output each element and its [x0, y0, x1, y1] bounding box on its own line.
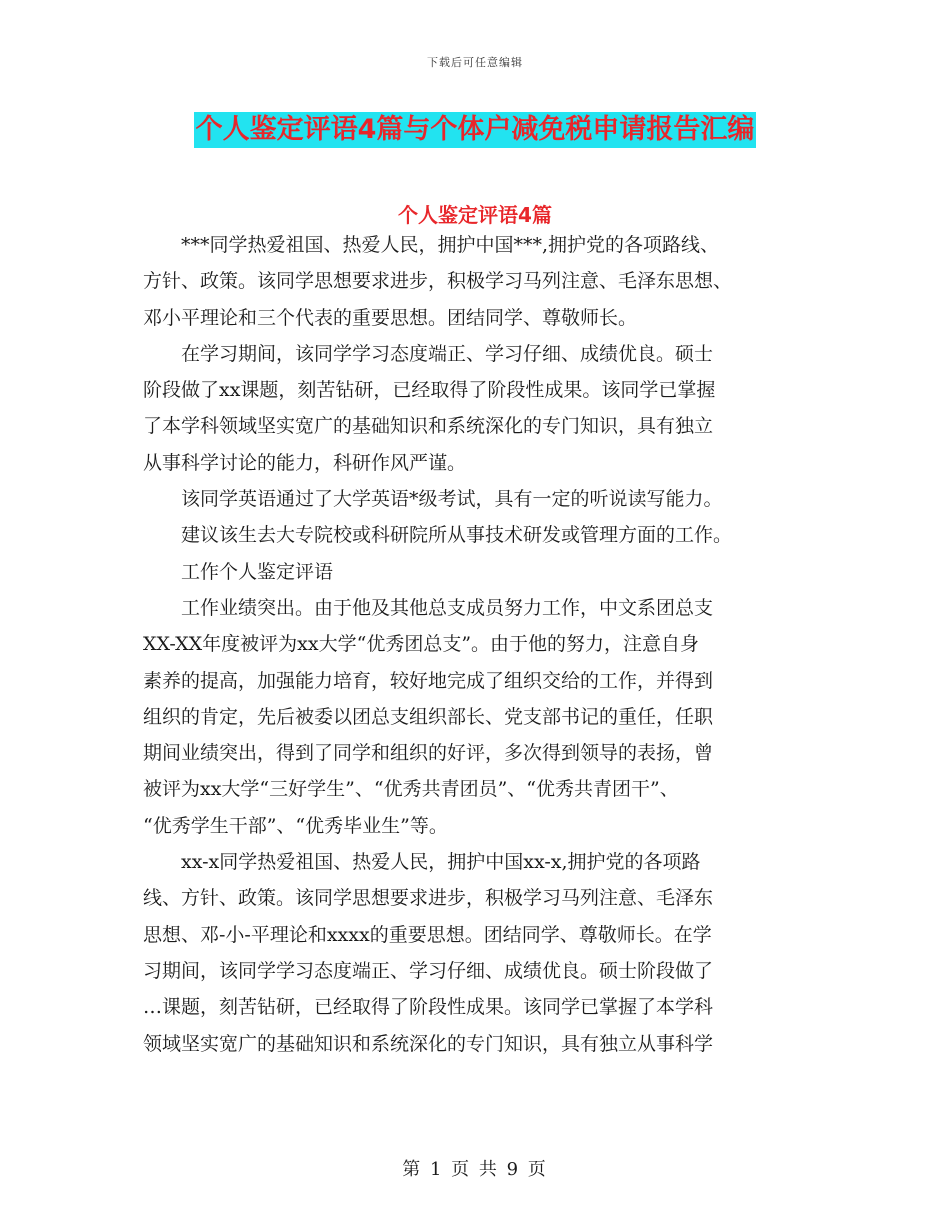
body-line: 思想、邓-小-平理论和xxxx的重要思想。团结同学、尊敬师长。在学 — [143, 923, 712, 946]
document-title-container — [0, 112, 950, 148]
body-line: 工作业绩突出。由于他及其他总支成员努力工作，中文系团总支 — [143, 596, 714, 619]
page-number-footer: 第 1 页 共 9 页 — [402, 1159, 548, 1180]
body-line: 建议该生去大专院校或科研院所从事技术研发或管理方面的工作。 — [143, 524, 733, 547]
document-body — [143, 227, 811, 1062]
body-line: 习期间，该同学学习态度端正、学习仔细、成绩优良。硕士阶段做了 — [143, 959, 714, 982]
body-line: 组织的肯定，先后被委以团总支组织部长、党支部书记的重任，任职 — [143, 705, 714, 728]
body-line: xx-x同学热爱祖国、热爱人民，拥护中国xx-x,拥护党的各项路 — [143, 851, 701, 874]
body-line: ***同学热爱祖国、热爱人民，拥护中国***,拥护党的各项路线、 — [143, 234, 720, 256]
body-line: 素养的提高，加强能力培育，较好地完成了组织交给的工作，并得到 — [143, 669, 714, 692]
body-line: 期间业绩突出，得到了同学和组织的好评，多次得到领导的表扬，曾 — [143, 742, 714, 765]
body-line: 该同学英语通过了大学英语*级考试，具有一定的听说读写能力。 — [143, 488, 723, 511]
body-line: “优秀学生干部”、“优秀毕业生”等。 — [143, 814, 448, 837]
body-line: …课题，刻苦钻研，已经取得了阶段性成果。该同学已掌握了本学科 — [143, 996, 714, 1019]
body-line: 阶段做了xx课题，刻苦钻研，已经取得了阶段性成果。该同学已掌握 — [143, 379, 716, 402]
section-title: 个人鉴定评语4篇 — [398, 203, 552, 227]
body-line: 邓小平理论和三个代表的重要思想。团结同学、尊敬师长。 — [143, 306, 638, 329]
body-line: XX-XX年度被评为xx大学“优秀团总支”。由于他的努力，注意自身 — [143, 633, 700, 656]
body-line: 从事科学讨论的能力，科研作风严谨。 — [143, 451, 467, 474]
document-title: 个人鉴定评语4篇与个体户减免税申请报告汇编 — [194, 112, 757, 148]
page-header-note: 下载后可任意编辑 — [427, 56, 523, 69]
body-line: 在学习期间，该同学学习态度端正、学习仔细、成绩优良。硕士 — [143, 342, 714, 365]
body-line: 领域坚实宽广的基础知识和系统深化的专门知识，具有独立从事科学 — [143, 1032, 714, 1055]
body-line: 工作个人鉴定评语 — [143, 560, 334, 583]
body-line: 线、方针、政策。该同学思想要求进步，积极学习马列注意、毛泽东 — [143, 887, 714, 910]
body-line: 方针、政策。该同学思想要求进步，积极学习马列注意、毛泽东思想、 — [143, 270, 733, 293]
body-line: 被评为xx大学“三好学生”、“优秀共青团员”、“优秀共青团干”、 — [143, 778, 679, 801]
body-line: 了本学科领域坚实宽广的基础知识和系统深化的专门知识，具有独立 — [143, 415, 714, 438]
